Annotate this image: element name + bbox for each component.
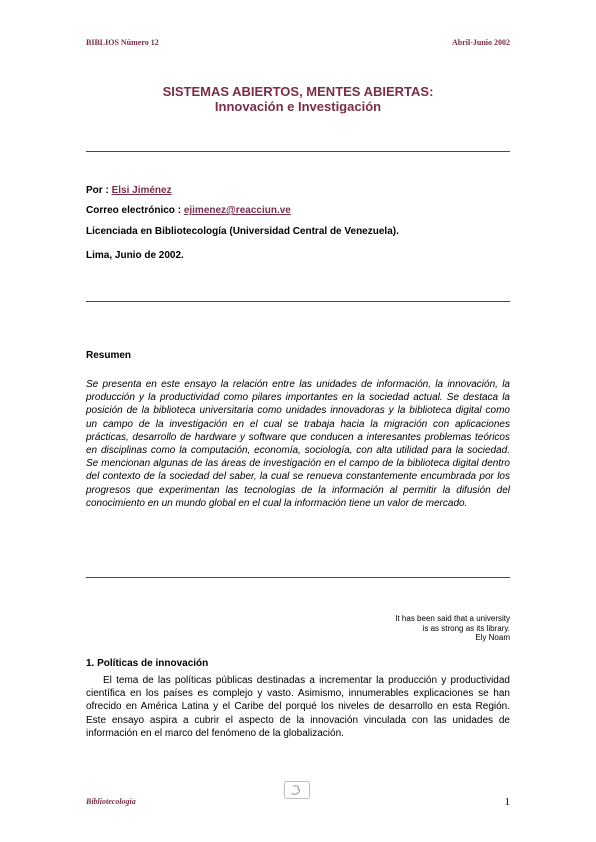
author-link[interactable]: Elsi Jiménez (111, 185, 172, 196)
by-label: Por : (86, 185, 109, 196)
page-number: 1 (504, 796, 510, 808)
divider (86, 301, 510, 302)
abstract-heading: Resumen (86, 350, 132, 361)
place-date: Lima, Junio de 2002. (86, 250, 184, 261)
section-heading: 1. Políticas de innovación (86, 658, 209, 669)
page-subtitle: Innovación e Investigación (214, 99, 382, 114)
running-header-left: BIBLIOS Número 12 (86, 38, 159, 47)
page-title: SISTEMAS ABIERTOS, MENTES ABIERTAS: (162, 84, 434, 99)
author-credential: Licenciada en Bibliotecología (Universidad Central de Venezuela). (86, 226, 399, 237)
epigraph-author: Ely Noam (475, 633, 510, 642)
email-link[interactable]: ejimenez@reacciun.ve (183, 205, 291, 216)
epigraph (395, 614, 510, 643)
abstract-text: Se presenta en este ensayo la relación entre las unidades de información, la innovación, la producción y la productividad como pilares importantes en la sociedad actual. Se destaca la posición de la biblioteca universitaria como unidades innovadoras y la biblioteca digital como un campo de la investigación en el cual se trabaja hacia la migración con aplicaciones prácticas, desarrollo de hardware y software que conducen a interesantes problemas teóricos en disciplinas como la computación, economía, sociología, con alta utilidad para la sociedad. Se mencionan algunas de las áreas de investigación en el campo de la biblioteca digital dentro del contexto de la sociedad del saber, la cual se renueva constantemente encumbrada por los progresos que experimentan las tecnologías de la información al permitir la difusión del conocimiento en un mundo global en el cual la información tiene un valor de mercado. (86, 379, 510, 509)
email-label: Correo electrónico : (86, 205, 182, 216)
epigraph-line: is as strong as its library. (422, 623, 510, 633)
epigraph-line: It has been said that a university (395, 614, 510, 623)
footer-left: Bibliotecología (86, 797, 136, 806)
divider (86, 577, 510, 578)
journal-logo-icon (284, 781, 310, 799)
author-line (86, 185, 172, 196)
section-text: El tema de las políticas públicas destinadas a incrementar la producción y productividad científica en los países es complejo y vasto. Asimismo, innumerables explicaciones se han ofrecido en América Latina y el Caribe del porqué los niveles de desarrollo en esta Región. Este ensayo aspira a cubrir el aspecto de la innovación vinculada con las unidades de información en el marco del fenómeno de la globalización. (86, 675, 510, 739)
email-line (86, 205, 291, 216)
divider (86, 151, 510, 152)
running-header-right: Abril-Junio 2002 (451, 38, 510, 47)
